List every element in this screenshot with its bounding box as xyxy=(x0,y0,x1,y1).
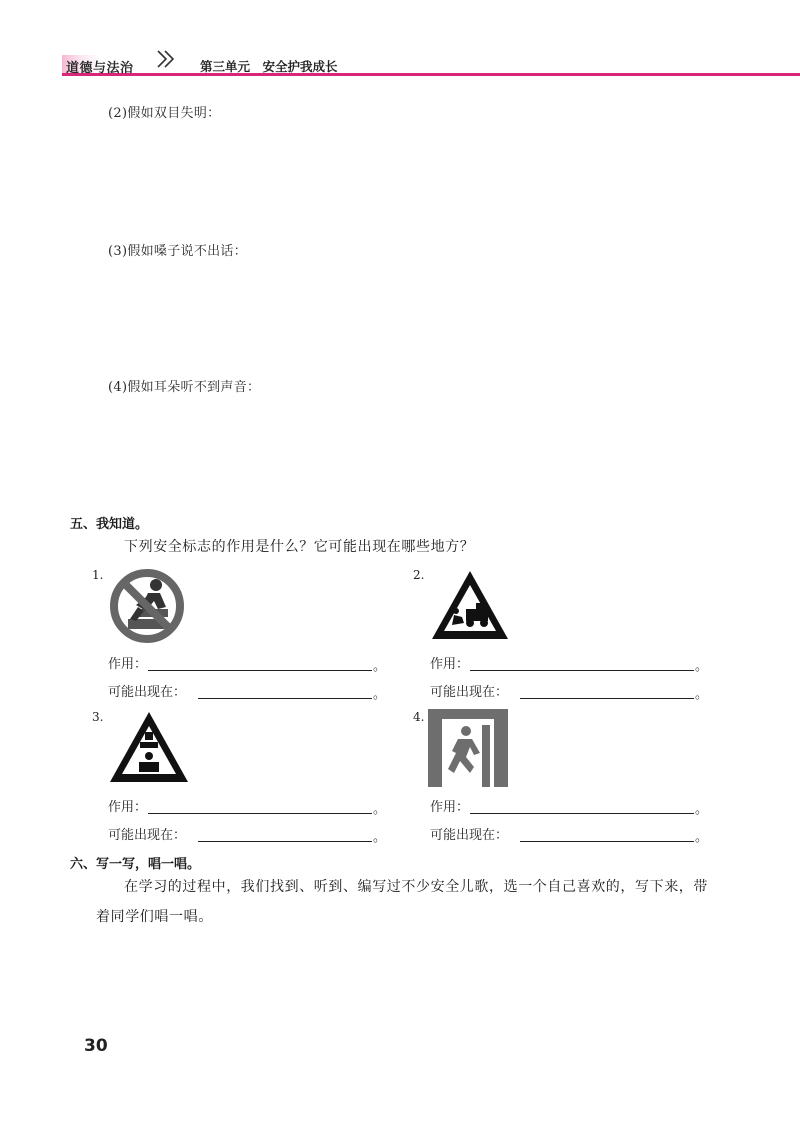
sign-1-number: 1. xyxy=(92,568,104,582)
emergency-exit-sign-icon xyxy=(428,709,508,791)
sign-3-place-line[interactable] xyxy=(198,841,372,842)
chevron-right-icon xyxy=(155,46,181,76)
sign-4-place-label: 可能出现在： xyxy=(430,828,509,843)
sign-4-use-label: 作用： xyxy=(430,800,470,815)
sign-3-use-line[interactable] xyxy=(148,813,372,814)
sign-4-use-period: 。 xyxy=(695,802,709,817)
sign-3-place-period: 。 xyxy=(373,830,387,845)
no-climbing-sign-icon xyxy=(108,567,186,649)
section-5-prompt: 下列安全标志的作用是什么？它可能出现在哪些地方？ xyxy=(124,539,475,555)
question-3: (3)假如嗓子说不出话： xyxy=(108,244,248,259)
section-6-text-line-2: 着同学们唱一唱。 xyxy=(96,909,213,925)
beware-of-vehicles-warning-icon xyxy=(428,567,512,647)
sign-3-use-label: 作用： xyxy=(108,800,148,815)
sign-4-use-line[interactable] xyxy=(470,813,694,814)
question-4: (4)假如耳朵听不到声音： xyxy=(108,380,261,395)
falling-objects-warning-icon xyxy=(106,708,192,790)
sign-2-use-line[interactable] xyxy=(470,670,694,671)
sign-1-place-line[interactable] xyxy=(198,698,372,699)
sign-1-place-period: 。 xyxy=(373,687,387,702)
unit-title: 第三单元 安全护我成长 xyxy=(200,59,338,74)
section-5-title: 五、我知道。 xyxy=(70,517,149,532)
sign-2-place-label: 可能出现在： xyxy=(430,685,509,700)
sign-4-place-line[interactable] xyxy=(520,841,694,842)
sign-2-place-period: 。 xyxy=(695,687,709,702)
section-6-text-line-1: 在学习的过程中，我们找到、听到、编写过不少安全儿歌，选一个自己喜欢的，写下来，带 xyxy=(124,879,708,895)
sign-4-number: 4. xyxy=(413,710,425,724)
sign-2-use-period: 。 xyxy=(695,659,709,674)
sign-1-use-label: 作用： xyxy=(108,657,148,672)
sign-1-use-line[interactable] xyxy=(148,670,372,671)
sign-2-place-line[interactable] xyxy=(520,698,694,699)
sign-2-use-label: 作用： xyxy=(430,657,470,672)
question-2: (2)假如双目失明： xyxy=(108,106,221,121)
sign-3-place-label: 可能出现在： xyxy=(108,828,187,843)
subject-title: 道德与法治 xyxy=(66,61,134,76)
sign-2-number: 2. xyxy=(413,568,425,582)
sign-4-place-period: 。 xyxy=(695,830,709,845)
sign-1-use-period: 。 xyxy=(373,659,387,674)
sign-3-number: 3. xyxy=(92,710,104,724)
section-6-title: 六、写一写，唱一唱。 xyxy=(70,857,201,872)
sign-3-use-period: 。 xyxy=(373,802,387,817)
page-number: 30 xyxy=(84,1036,108,1056)
sign-1-place-label: 可能出现在： xyxy=(108,685,187,700)
